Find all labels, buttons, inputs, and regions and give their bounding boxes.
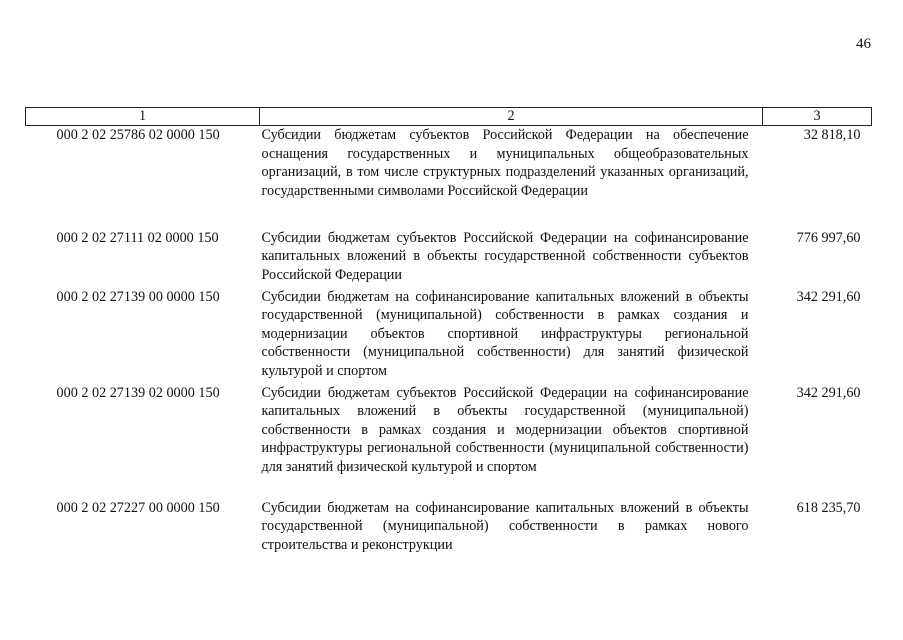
table-row — [26, 229, 872, 288]
budget-code: 000 2 02 27227 00 0000 150 — [56, 499, 220, 516]
amount: 776 997,60 — [796, 229, 861, 246]
amount: 618 235,70 — [796, 499, 861, 516]
header-row — [26, 108, 872, 126]
amount: 342 291,60 — [796, 288, 861, 305]
column-number-3: 3 — [763, 108, 872, 126]
table-header — [26, 108, 872, 126]
amount: 342 291,60 — [796, 384, 861, 401]
table-row — [26, 499, 872, 555]
revenue-description: Субсидии бюджетам субъектов Российской Федерации на софинансирование капитальных вложений в объекты государственной собственности субъектов Российской Федерации — [261, 229, 749, 283]
column-number-1: 1 — [26, 108, 260, 126]
revenue-description: Субсидии бюджетам на софинансирование капитальных вложений в объекты государственной (муниципальной) собственности в рамках нового строительства и реконструкции — [261, 499, 749, 553]
budget-code: 000 2 02 27111 02 0000 150 — [56, 229, 219, 246]
amount: 32 818,10 — [803, 127, 861, 143]
budget-revenue-table — [25, 107, 872, 554]
table-row — [26, 126, 872, 229]
revenue-description: Субсидии бюджетам на софинансирование капитальных вложений в объекты государственной (муниципальной) собственности в рамках создания и модернизации объектов спортивной инфраструктуры региональной собственности (муниципальной собственности) для занятий физической культурой и спортом — [261, 288, 749, 379]
revenue-description: Субсидии бюджетам субъектов Российской Федерации на софинансирование капитальных вложений в объекты государственной (муниципальной) собственности в рамках создания и модернизации объектов спортивной инфраструктуры региональной собственности (муниципальной собственности) для занятий физической культурой и спортом — [261, 384, 749, 475]
table-row — [26, 384, 872, 499]
budget-code: 000 2 02 27139 02 0000 150 — [56, 384, 220, 401]
budget-code: 000 2 02 25786 02 0000 150 — [56, 127, 220, 143]
revenue-description: Субсидии бюджетам субъектов Российской Федерации на обеспечение оснащения государственных и муниципальных общеобразовательных организаций, в том числе структурных подразделений указанных организаций, государственными символами Российской Федерации — [261, 127, 749, 199]
table-row — [26, 288, 872, 384]
page-number: 46 — [856, 36, 871, 52]
column-number-2: 2 — [260, 108, 763, 126]
table-body — [26, 126, 872, 555]
budget-code: 000 2 02 27139 00 0000 150 — [56, 288, 220, 305]
